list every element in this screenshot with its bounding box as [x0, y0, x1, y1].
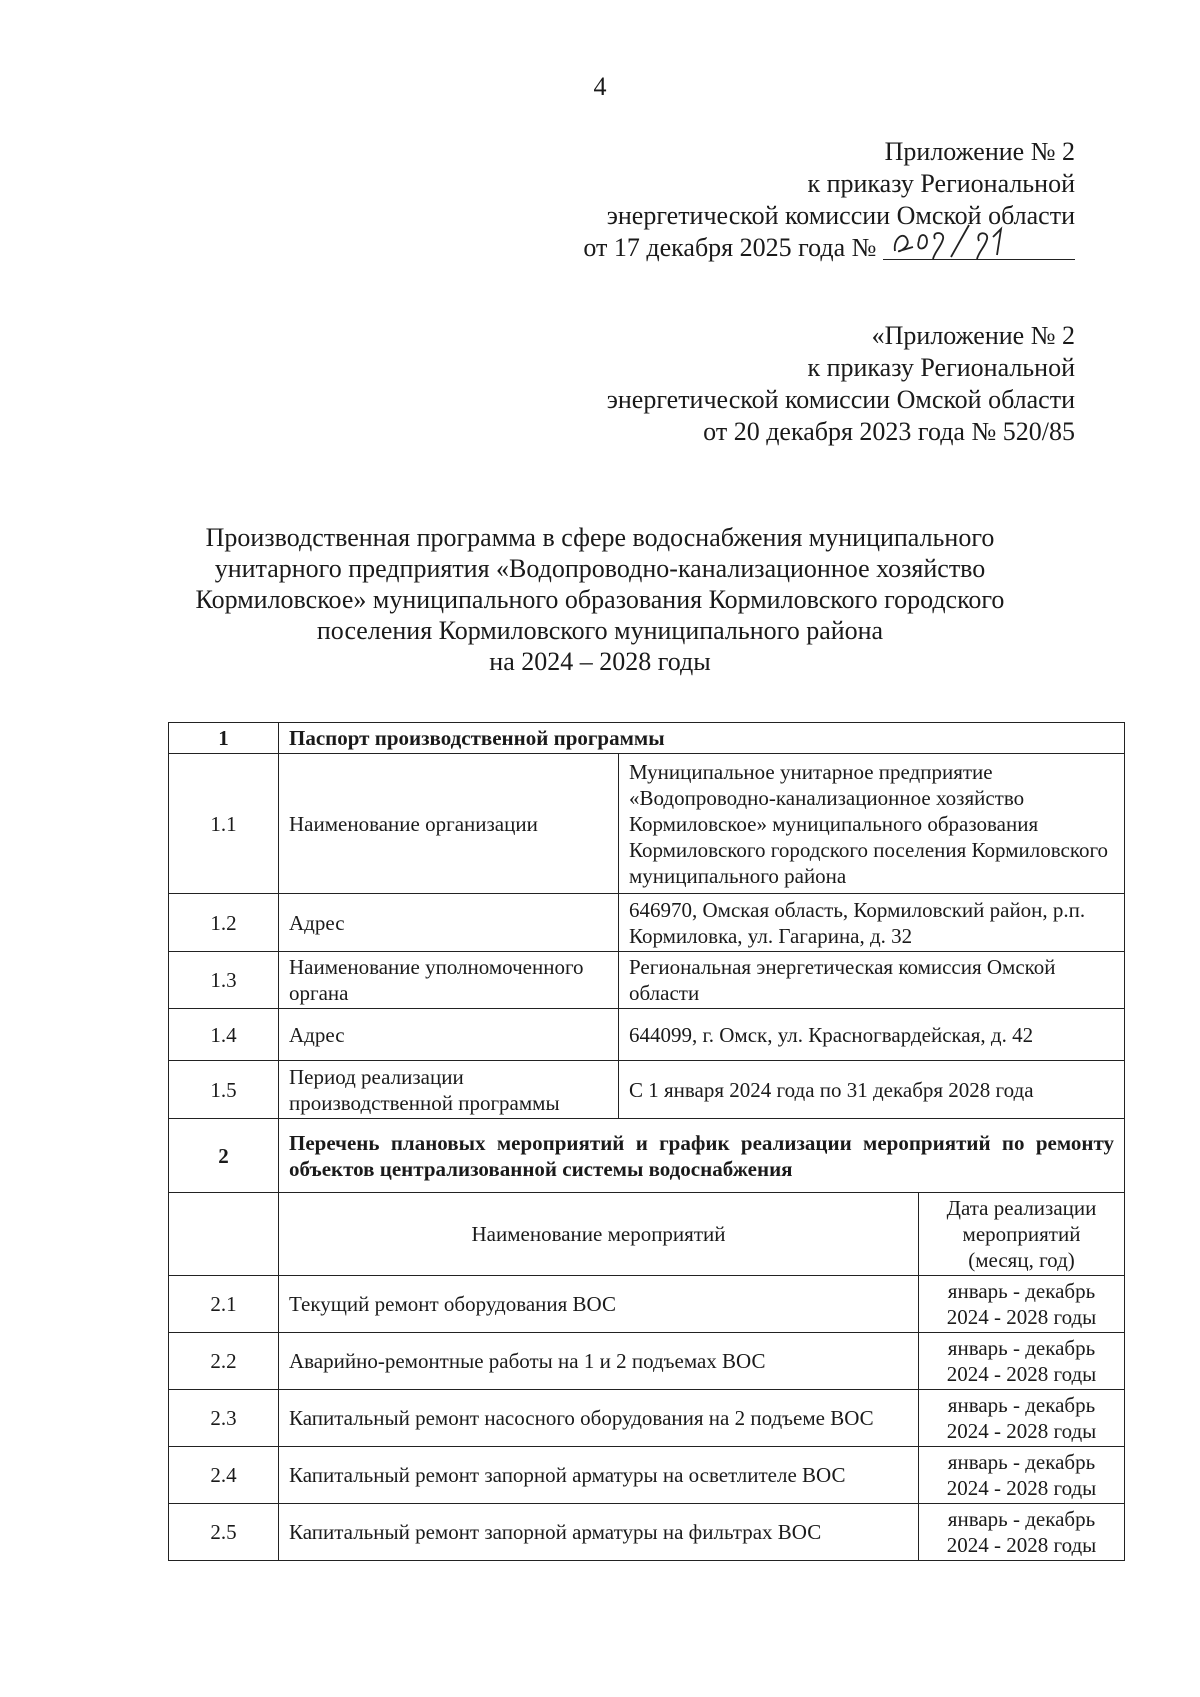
section-number: 1: [169, 723, 279, 754]
row-number: 2.3: [169, 1390, 279, 1447]
program-table: [168, 722, 1125, 1561]
title-line: поселения Кормиловского муниципального района: [316, 616, 884, 645]
appendix-line: к приказу Региональной: [807, 169, 1075, 198]
row-label: Адрес: [279, 894, 619, 952]
column-header-name: Наименование мероприятий: [279, 1193, 919, 1276]
table-row: [169, 1333, 1125, 1390]
table-row: [169, 894, 1125, 952]
appendix-header-new: [583, 136, 1075, 264]
row-label: Период реализации производственной программы: [279, 1061, 619, 1119]
activity-name: Текущий ремонт оборудования ВОС: [279, 1276, 919, 1333]
row-label: Адрес: [279, 1009, 619, 1061]
row-label: Наименование уполномоченного органа: [279, 952, 619, 1009]
appendix-line: «Приложение № 2: [871, 321, 1075, 350]
row-number: 2.2: [169, 1333, 279, 1390]
appendix-line: Приложение № 2: [884, 137, 1075, 166]
table-row: [169, 952, 1125, 1009]
activity-date: январь - декабрь 2024 - 2028 годы: [919, 1276, 1125, 1333]
activity-date: январь - декабрь 2024 - 2028 годы: [919, 1447, 1125, 1504]
row-value: Региональная энергетическая комиссия Омской области: [619, 952, 1125, 1009]
appendix-date-line: от 17 декабря 2025 года №: [583, 233, 877, 262]
table-row: [169, 754, 1125, 894]
appendix-line: к приказу Региональной: [807, 353, 1075, 382]
table-row: [169, 1504, 1125, 1561]
appendix-line: энергетической комиссии Омской области: [606, 385, 1075, 414]
title-line: на 2024 – 2028 годы: [489, 647, 711, 676]
section-number: 2: [169, 1119, 279, 1193]
handwritten-number: [883, 233, 1075, 260]
row-value: 644099, г. Омск, ул. Красногвардейская, д. 42: [619, 1009, 1125, 1061]
section-header-row: [169, 1119, 1125, 1193]
section-title: Перечень плановых мероприятий и график реализации мероприятий по ремонту объектов централизованной системы водоснабжения: [279, 1119, 1125, 1193]
activity-name: Капитальный ремонт запорной арматуры на осветлителе ВОС: [279, 1447, 919, 1504]
table-row: [169, 1009, 1125, 1061]
row-number: 1.4: [169, 1009, 279, 1061]
section-title: Паспорт производственной программы: [279, 723, 1125, 754]
activity-date: январь - декабрь 2024 - 2028 годы: [919, 1390, 1125, 1447]
row-number: 1.2: [169, 894, 279, 952]
row-number: 2.1: [169, 1276, 279, 1333]
row-number: 2.5: [169, 1504, 279, 1561]
title-line: унитарного предприятия «Водопроводно-канализационное хозяйство: [214, 554, 986, 583]
row-value: С 1 января 2024 года по 31 декабря 2028 года: [619, 1061, 1125, 1119]
appendix-line: энергетической комиссии Омской области: [606, 201, 1075, 230]
row-number: 2.4: [169, 1447, 279, 1504]
row-number: 1.5: [169, 1061, 279, 1119]
table-row: [169, 1447, 1125, 1504]
handwritten-signature-icon: [889, 221, 1019, 261]
document-title: [0, 522, 1200, 677]
title-line: Производственная программа в сфере водоснабжения муниципального: [205, 523, 995, 552]
page-number: 4: [593, 72, 607, 101]
activity-name: Капитальный ремонт насосного оборудования на 2 подъеме ВОС: [279, 1390, 919, 1447]
table-row: [169, 1390, 1125, 1447]
title-line: Кормиловское» муниципального образования Кормиловского городского: [195, 585, 1005, 614]
column-header-date: Дата реализации мероприятий (месяц, год): [919, 1193, 1125, 1276]
row-value: 646970, Омская область, Кормиловский район, р.п. Кормиловка, ул. Гагарина, д. 32: [619, 894, 1125, 952]
row-number: 1.1: [169, 754, 279, 894]
activity-name: Аварийно-ремонтные работы на 1 и 2 подъемах ВОС: [279, 1333, 919, 1390]
table-row: [169, 1276, 1125, 1333]
row-label: Наименование организации: [279, 754, 619, 894]
activity-date: январь - декабрь 2024 - 2028 годы: [919, 1333, 1125, 1390]
row-value: Муниципальное унитарное предприятие «Водопроводно-канализационное хозяйство Кормиловское» муниципального образования Кормиловского городского поселения Кормиловского муниципального района: [619, 754, 1125, 894]
row-number: 1.3: [169, 952, 279, 1009]
table-row: [169, 1061, 1125, 1119]
appendix-line: от 20 декабря 2023 года № 520/85: [703, 417, 1075, 446]
activity-name: Капитальный ремонт запорной арматуры на фильтрах ВОС: [279, 1504, 919, 1561]
column-header-row: [169, 1193, 1125, 1276]
activity-date: январь - декабрь 2024 - 2028 годы: [919, 1504, 1125, 1561]
empty-cell: [169, 1193, 279, 1276]
section-header-row: [169, 723, 1125, 754]
appendix-header-old: [607, 320, 1075, 448]
